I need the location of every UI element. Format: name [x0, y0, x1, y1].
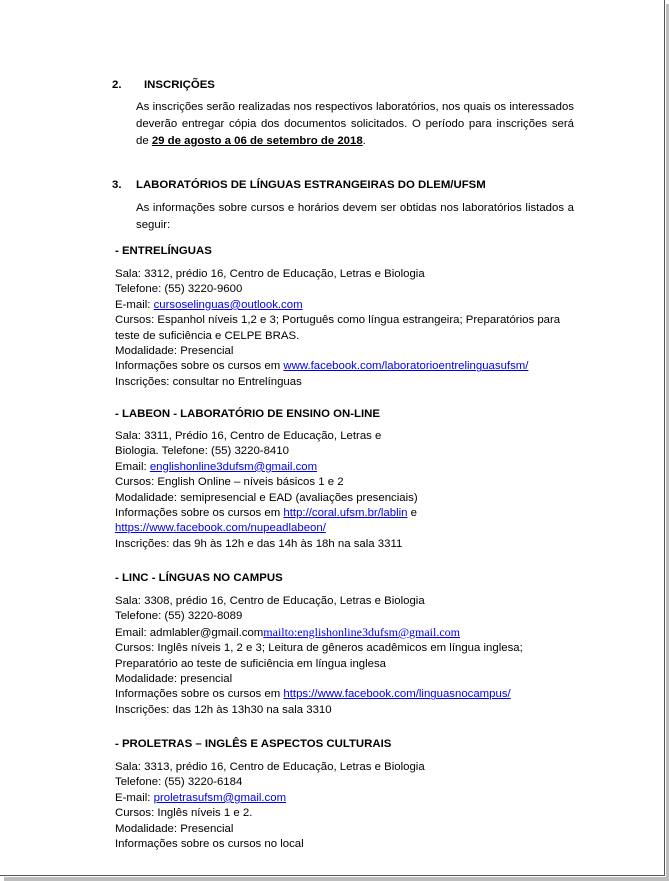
lab-registration: Inscrições: das 9h às 12h e das 14h às 18h na sala 3311	[115, 537, 403, 550]
info-label: Informações sobre os cursos em	[115, 688, 284, 701]
lab-room: Sala: 3312, prédio 16, Centro de Educação, Letras e Biologia	[115, 268, 425, 280]
section-2-heading	[112, 78, 215, 92]
email-link[interactable]: cursoselinguas@outlook.com	[153, 298, 303, 311]
lab-email-line	[115, 298, 585, 313]
mailto-link[interactable]: mailto:englishonline3dufsm@gmail.com	[263, 624, 460, 639]
facebook-link[interactable]: www.facebook.com/laboratorioentrelinguasufsm/	[283, 360, 529, 373]
lab-block-labeon	[115, 429, 585, 552]
lab-title-linc: - LINC - LÍNGUAS NO CAMPUS	[115, 572, 283, 584]
lab-courses: Cursos: Inglês níveis 1 e 2.	[115, 807, 253, 820]
lab-modality: Modalidade: Presencial	[115, 345, 234, 358]
page-shadow-bottom	[4, 877, 669, 881]
lab-block-entrelinguas	[115, 267, 585, 390]
section-2-title: INSCRIÇÕES	[144, 79, 215, 91]
email-link[interactable]: proletrasufsm@gmail.com	[153, 791, 287, 804]
lab-phone: Telefone: (55) 3220-9600	[115, 283, 243, 296]
lab-phone: Telefone: (55) 3220-6184	[115, 776, 243, 789]
lab-courses: Cursos: English Online – níveis básicos 1 e 2	[115, 476, 344, 489]
facebook-link[interactable]: https://www.facebook.com/linguasnocampus/	[283, 688, 511, 701]
section-3-title: LABORATÓRIOS DE LÍNGUAS ESTRANGEIRAS DO DLEM/UFSM	[136, 179, 486, 191]
lab-block-proletras	[115, 760, 585, 852]
email-link[interactable]: englishonline3dufsm@gmail.com	[149, 460, 318, 473]
lab-email-line	[115, 791, 585, 806]
lab-title-labeon: - LABEON - LABORATÓRIO DE ENSINO ON-LINE	[115, 408, 380, 420]
lab-email-line	[115, 625, 585, 641]
lab-registration: Inscrições: consultar no Entrelínguas	[115, 375, 302, 388]
lab-modality: Modalidade: presencial	[115, 673, 233, 686]
section-2-number: 2.	[112, 79, 122, 91]
lab-room-phone: Biologia. Telefone: (55) 3220-8410	[115, 445, 289, 458]
lab-modality: Modalidade: Presencial	[115, 822, 234, 835]
info-joiner: e	[407, 507, 417, 520]
lab-registration: Inscrições: das 12h às 13h30 na sala 3310	[115, 703, 332, 716]
lab-courses: Cursos: Inglês níveis 1, 2 e 3; Leitura de gêneros acadêmicos em língua inglesa; Preparatório ao teste de suficiência em língua inglesa	[115, 642, 523, 670]
lab-info-line	[115, 359, 585, 374]
lab-info-line	[115, 687, 585, 702]
registration-period: 29 de agosto a 06 de setembro de 2018	[151, 135, 363, 147]
lablin-link[interactable]: http://coral.ufsm.br/lablin	[283, 507, 408, 520]
info-label: Informações sobre os cursos em	[115, 360, 284, 373]
lab-title-proletras: - PROLETRAS – INGLÊS E ASPECTOS CULTURAIS	[115, 738, 392, 750]
section-3-heading	[112, 178, 486, 192]
lab-room: Sala: 3308, prédio 16, Centro de Educação, Letras e Biologia	[115, 595, 425, 607]
section-2-text: As inscrições serão realizadas nos respectivos laboratórios, nos quais os interessados deverão entregar cópia dos documentos solicitados. O período para inscrições será de	[136, 101, 574, 147]
lab-info: Informações sobre os cursos no local	[115, 838, 304, 851]
lab-info-line	[115, 506, 585, 521]
lab-modality: Modalidade: semipresencial e EAD (avaliações presenciais)	[115, 491, 418, 504]
lab-title-entrelinguas: - ENTRELÍNGUAS	[115, 245, 212, 257]
email-label: Email:	[115, 460, 150, 473]
section-2-paragraph	[136, 99, 574, 150]
lab-info-line-2	[115, 521, 585, 536]
section-3-number: 3.	[112, 179, 122, 191]
lab-block-linc	[115, 594, 585, 718]
lab-courses: Cursos: Espanhol níveis 1,2 e 3; Português como língua estrangeira; Preparatórios para teste de suficiência e CELPE BRAS.	[115, 314, 561, 342]
email-label: E-mail:	[115, 791, 154, 804]
lab-room: Sala: 3311, Prédio 16, Centro de Educação, Letras e	[115, 430, 382, 442]
section-2-text-end: .	[362, 135, 366, 147]
lab-phone: Telefone: (55) 3220-8089	[115, 610, 243, 623]
lab-room: Sala: 3313, prédio 16, Centro de Educação, Letras e Biologia	[115, 761, 425, 773]
email-label: E-mail:	[115, 298, 154, 311]
info-label: Informações sobre os cursos em	[115, 507, 284, 520]
section-3-intro: As informações sobre cursos e horários devem ser obtidas nos laboratórios listados a seguir:	[136, 202, 574, 231]
facebook-link[interactable]: https://www.facebook.com/nupeadlabeon/	[115, 522, 326, 535]
email-label: Email: admlabler@gmail.com	[115, 626, 264, 639]
lab-email-line	[115, 460, 585, 475]
